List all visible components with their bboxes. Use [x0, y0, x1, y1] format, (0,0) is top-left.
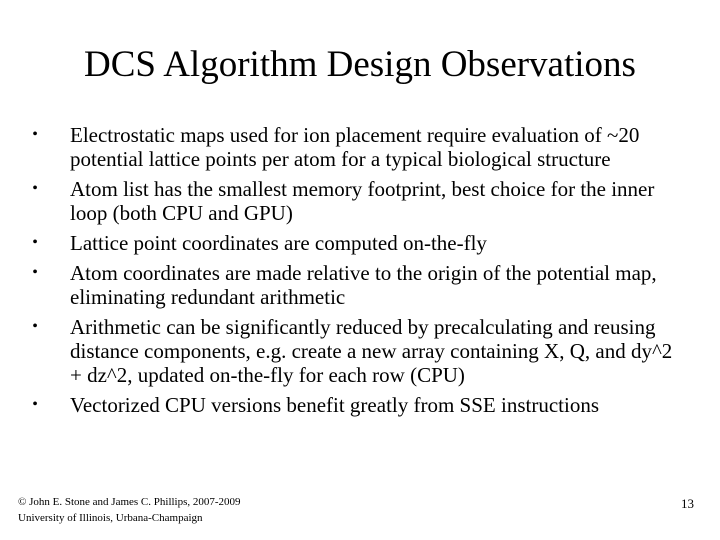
bullet-icon: • — [32, 180, 38, 197]
bullet-text: Atom coordinates are made relative to the origin of the potential map, eliminating redundant arithmetic — [70, 261, 657, 309]
bullet-icon: • — [32, 318, 38, 335]
footer-institution: University of Illinois, Urbana-Champaign — [18, 512, 203, 524]
footer-credits — [18, 494, 241, 526]
bullet-icon: • — [32, 234, 38, 251]
slide-title: DCS Algorithm Design Observations — [84, 44, 636, 85]
page-number: 13 — [681, 496, 694, 511]
footer-copyright: © John E. Stone and James C. Phillips, 2007-2009 — [18, 496, 241, 508]
bullet-list — [28, 123, 688, 423]
bullet-item — [28, 315, 688, 387]
bullet-item — [28, 177, 688, 225]
bullet-text: Vectorized CPU versions benefit greatly from SSE instructions — [70, 393, 599, 417]
bullet-item — [28, 123, 688, 171]
bullet-icon: • — [32, 126, 38, 143]
bullet-icon: • — [32, 396, 38, 413]
bullet-item — [28, 261, 688, 309]
bullet-item — [28, 393, 688, 417]
bullet-icon: • — [32, 264, 38, 281]
bullet-text: Arithmetic can be significantly reduced by precalculating and reusing distance components, e.g. create a new array containing X, Q, and dy^2 + dz^2, updated on-the-fly for each row (CPU) — [70, 315, 673, 387]
bullet-text: Electrostatic maps used for ion placement require evaluation of ~20 potential lattice points per atom for a typical biological structure — [70, 123, 640, 171]
bullet-text: Atom list has the smallest memory footprint, best choice for the inner loop (both CPU and GPU) — [70, 177, 655, 225]
bullet-text: Lattice point coordinates are computed on-the-fly — [70, 231, 487, 255]
bullet-item — [28, 231, 688, 255]
